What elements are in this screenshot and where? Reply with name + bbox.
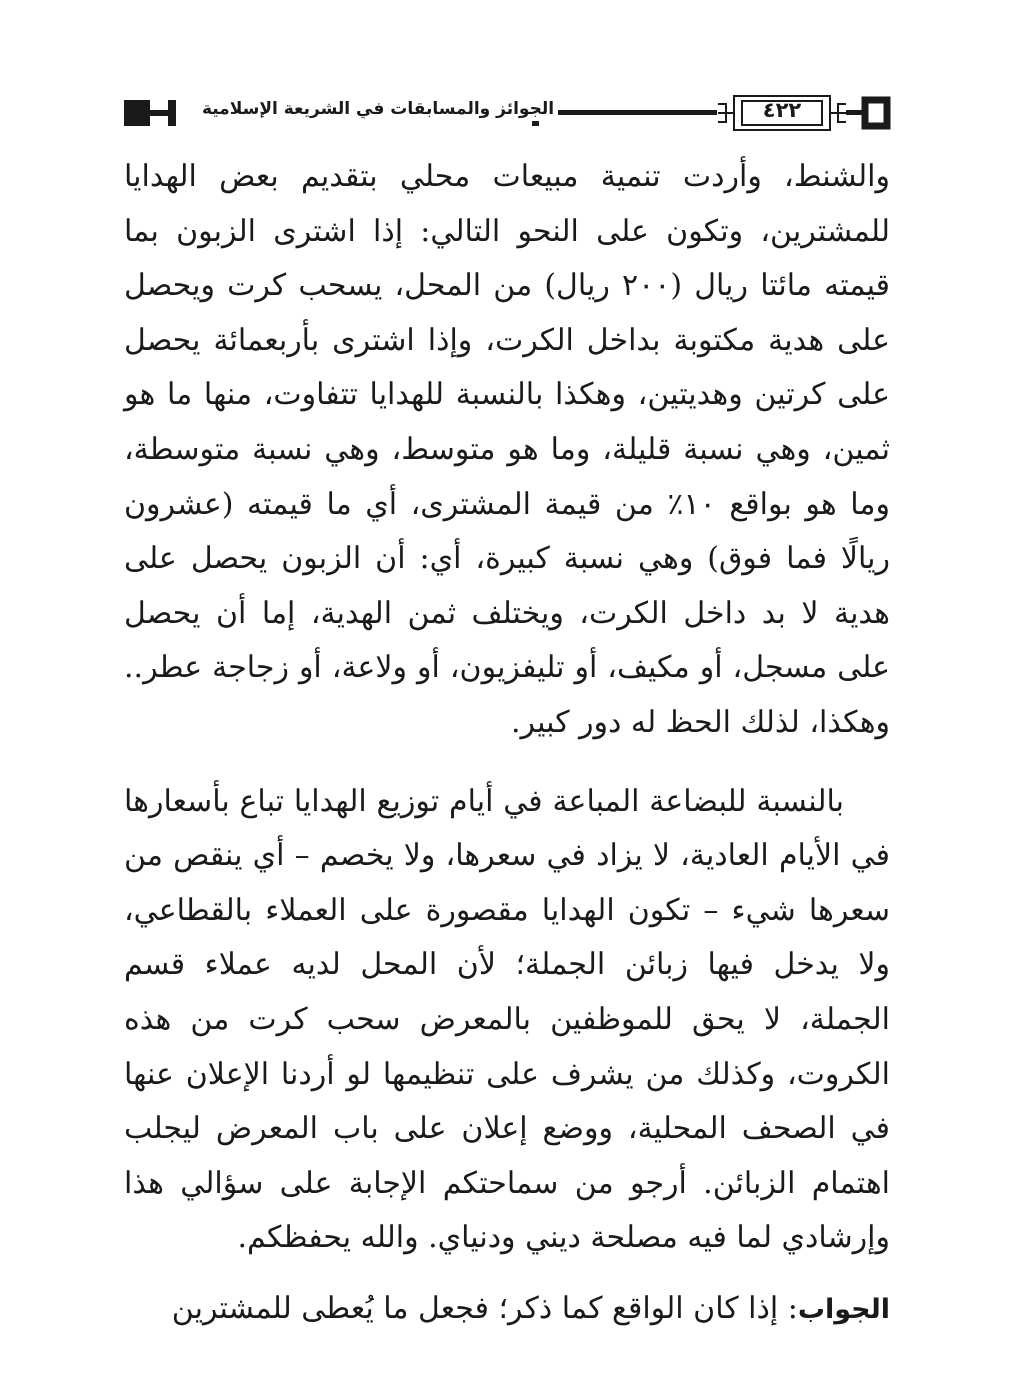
question-paragraph-2: بالنسبة للبضاعة المباعة في أيام توزيع الهدايا تباع بأسعارها في الأيام العادية، لا يزاد في سعرها، ولا يخصم – أي ينقص من سعرها شيء – تكون الهدايا مقصورة على العملاء بالقطاعي، ولا يدخل فيها زبائن الجملة؛ لأن المحل لديه عملاء قسم الجملة، لا يحق للموظفين بالمعرض سحب كرت من هذه الكروت، وكذلك من يشرف على تنظيمها لو أردنا الإعلان عنها في الصحف المحلية، ووضع إعلان على باب المعرض ليجلب اهتمام الزبائن. أرجو من سماحتكم الإجابة على سؤالي هذا وإرشادي لما فيه مصلحة ديني ودنياي. والله يحفظكم. <box>124 783 890 1256</box>
header-bar-right <box>846 110 862 115</box>
header-block-left <box>124 100 150 126</box>
page-number: ٤٢٢ <box>762 98 802 122</box>
running-header <box>122 92 892 136</box>
page-body <box>124 150 890 1337</box>
question-paragraph-1: والشنط، وأردت تنمية مبيعات محلي بتقديم بعض الهدايا للمشترين، وتكون على النحو التالي: إذا اشترى الزبون بما قيمته مائتا ريال (٢٠٠ ريال) من المحل، يسحب كرت ويحصل على هدية مكتوبة بداخل الكرت، وإذا اشترى بأربعمائة يحصل على كرتين وهديتين، وهكذا بالنسبة للهدايا تتفاوت، منها ما هو ثمين، وهي نسبة قليلة، وما هو متوسط، وهي نسبة متوسطة، وما هو بواقع ١٠٪ من قيمة المشترى، أي ما قيمته (عشرون ريالًا فما فوق) وهي نسبة كبيرة، أي: أن الزبون يحصل على هدية لا بد داخل الكرت، ويختلف ثمن الهدية، إما أن يحصل على مسجل، أو مكيف، أو تليفزيون، أو ولاعة، أو زجاجة عطر.. وهكذا، لذلك الحظ له دور كبير. <box>124 159 891 740</box>
header-square-right <box>865 100 887 126</box>
header-bar-left <box>150 110 168 116</box>
header-rule <box>539 110 717 115</box>
header-post-left <box>168 100 176 126</box>
answer-paragraph <box>124 1282 890 1338</box>
answer-label: الجواب <box>797 1293 890 1325</box>
answer-text: : إذا كان الواقع كما ذكر؛ فجعل ما يُعطى للمشترين <box>171 1290 798 1326</box>
book-title: الجوائز والمسابقات في الشريعة الإسلامية <box>198 97 558 121</box>
